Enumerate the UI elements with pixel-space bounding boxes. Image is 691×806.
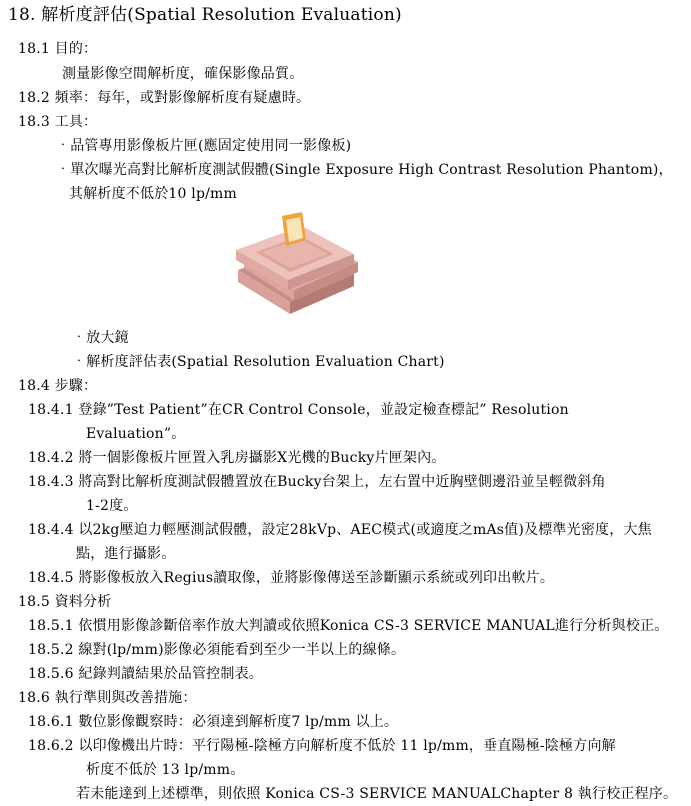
heading-18-6: 18.6 執行準則與改善措施： bbox=[18, 690, 197, 706]
section-title: 18. 解析度評估(Spatial Resolution Evaluation) bbox=[8, 5, 402, 25]
tool-item-phantom: ‧單次曝光高對比解析度測試假體(Single Exposure High Contrast Resolution Phantom)， bbox=[56, 162, 673, 178]
analysis-18-5-1: 18.5.1 依慣用影像診斷倍率作放大判讀或依照Konica CS-3 SERVICE MANUAL進行分析與校正。 bbox=[28, 618, 669, 634]
step-18-4-1: 18.4.1 登錄”Test Patient”在CR Control Console，並設定檢查標記” Resolution bbox=[28, 402, 569, 418]
criteria-18-6-2-cont: 析度不低於 13 lp/mm。 bbox=[86, 762, 245, 778]
step-18-4-1-cont: Evaluation”。 bbox=[86, 426, 186, 442]
heading-18-4: 18.4 步驟： bbox=[18, 378, 98, 394]
heading-18-2: 18.2 頻率：每年，或對影像解析度有疑慮時。 bbox=[18, 90, 311, 106]
analysis-18-5-6: 18.5.6 紀錄判讀結果於品管控制表。 bbox=[28, 666, 263, 682]
heading-18-5: 18.5 資料分析 bbox=[18, 594, 112, 610]
step-18-4-3: 18.4.3 將高對比解析度測試假體置放在Bucky台架上，左右置中近胸壁側邊沿並呈輕微斜角 bbox=[28, 474, 606, 490]
step-18-4-4: 18.4.4 以2kg壓迫力輕壓測試假體，設定28kVp、AEC模式(或適度之mAs值)及標準光密度，大焦 bbox=[28, 522, 652, 538]
tool-item-cassette: ‧品管專用影像板片匣(應固定使用同一影像板) bbox=[56, 138, 352, 154]
purpose-text: 測量影像空間解析度，確保影像品質。 bbox=[62, 66, 304, 82]
step-18-4-3-cont: 1-2度。 bbox=[86, 498, 138, 514]
step-18-4-2: 18.4.2 將一個影像板片匣置入乳房攝影X光機的Bucky片匣架內。 bbox=[28, 450, 446, 466]
tool-item-phantom-cont: 其解析度不低於10 lp/mm bbox=[69, 186, 237, 202]
analysis-18-5-2: 18.5.2 線對(lp/mm)影像必須能看到至少一半以上的線條。 bbox=[28, 642, 406, 658]
resolution-phantom-image bbox=[232, 210, 368, 318]
corrective-action-note: 若未能達到上述標準，則依照 Konica CS-3 SERVICE MANUALChapter 8 執行校正程序。 bbox=[76, 786, 678, 802]
criteria-18-6-1: 18.6.1 數位影像觀察時：必須達到解析度7 lp/mm 以上。 bbox=[28, 714, 399, 730]
heading-18-3: 18.3 工具： bbox=[18, 114, 98, 130]
heading-18-1: 18.1 目的： bbox=[18, 41, 98, 57]
tool-item-magnifier: ‧放大鏡 bbox=[72, 330, 129, 346]
step-18-4-5: 18.4.5 將影像板放入Regius讀取像，並將影像傳送至診斷顯示系統或列印出軟片。 bbox=[28, 570, 555, 586]
step-18-4-4-cont: 點，進行攝影。 bbox=[76, 546, 176, 562]
criteria-18-6-2: 18.6.2 以印像機出片時：平行陽極-陰極方向解析度不低於 11 lp/mm，垂直陽極-陰極方向解 bbox=[28, 738, 616, 754]
tool-item-chart: ‧解析度評估表(Spatial Resolution Evaluation Chart) bbox=[72, 354, 445, 370]
